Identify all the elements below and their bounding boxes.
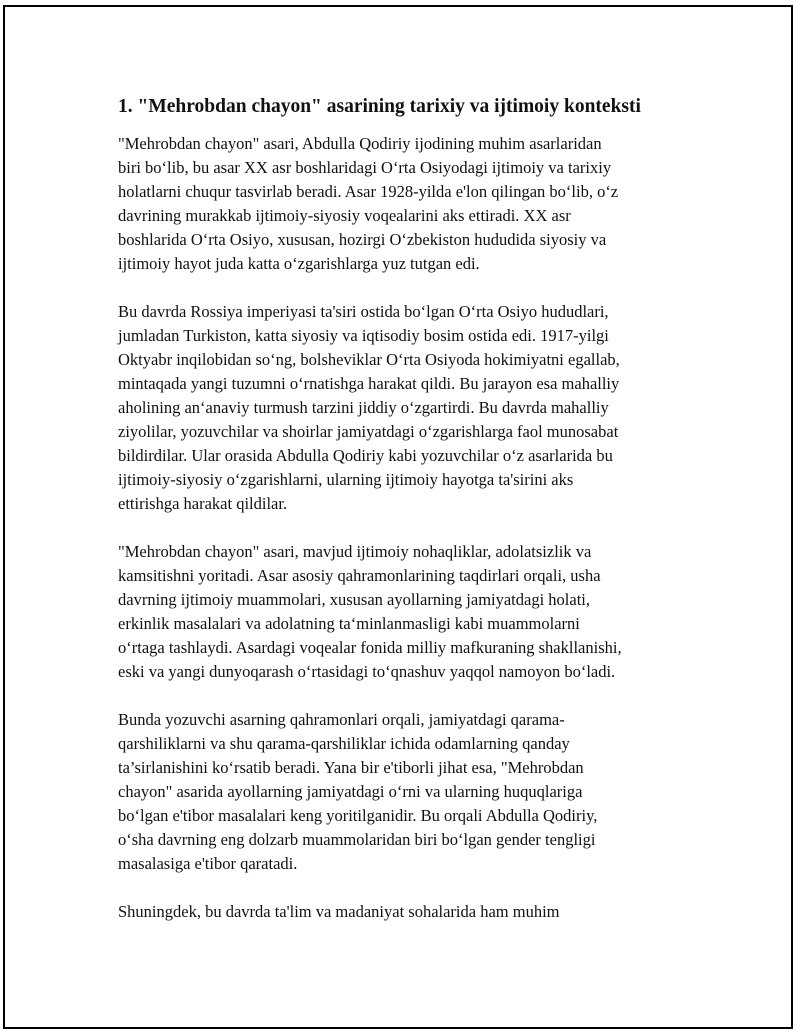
text-line: eski va yangi dunyoqarash o‘rtasidagi to‘qnashuv yaqqol namoyon bo‘ladi. [118,662,616,681]
text-line: bo‘lgan e'tibor masalalari keng yoritilganidir. Bu orqali Abdulla Qodiriy, [118,806,598,825]
document-body [118,92,708,948]
text-line: ta’sirlanishini ko‘rsatib beradi. Yana bir e'tiborli jihat esa, "Mehrobdan [118,758,584,777]
text-line: aholining an‘anaviy turmush tarzini jiddiy o‘zgartirdi. Bu davrda mahalliy [118,398,609,417]
paragraph [118,300,708,516]
text-line: ijtimoiy hayot juda katta o‘zgarishlarga yuz tutgan edi. [118,254,480,273]
text-line: ijtimoiy-siyosiy o‘zgarishlarni, ularning ijtimoiy hayotga ta'sirini aks [118,470,574,489]
text-line: qarshiliklarni va shu qarama-qarshiliklar ichida odamlarning qanday [118,734,570,753]
text-line: Bu davrda Rossiya imperiyasi ta'siri ostida bo‘lgan O‘rta Osiyo hududlari, [118,302,609,321]
text-line: ziyolilar, yozuvchilar va shoirlar jamiyatdagi o‘zgarishlarga faol munosabat [118,422,619,441]
text-line: o‘sha davrning eng dolzarb muammolaridan biri bo‘lgan gender tengligi [118,830,596,849]
text-line: mintaqada yangi tuzumni o‘rnatishga harakat qildi. Bu jarayon esa mahalliy [118,374,620,393]
text-line: biri bo‘lib, bu asar XX asr boshlaridagi O‘rta Osiyodagi ijtimoiy va tarixiy [118,158,612,177]
text-line: holatlarni chuqur tasvirlab beradi. Asar 1928-yilda e'lon qilingan bo‘lib, o‘z [118,182,619,201]
text-line: chayon" asarida ayollarning jamiyatdagi o‘rni va ularning huquqlariga [118,782,583,801]
text-line: masalasiga e'tibor qaratadi. [118,854,298,873]
text-line: ettirishga harakat qildilar. [118,494,288,513]
paragraph [118,900,708,924]
text-line: "Mehrobdan chayon" asari, Abdulla Qodiriy ijodining muhim asarlaridan [118,134,602,153]
text-line: "Mehrobdan chayon" asari, mavjud ijtimoiy nohaqliklar, adolatsizlik va [118,542,592,561]
text-line: Oktyabr inqilobidan so‘ng, bolsheviklar O‘rta Osiyoda hokimiyatni egallab, [118,350,620,369]
paragraph [118,540,708,684]
paragraph [118,708,708,876]
section-heading: 1. "Mehrobdan chayon" asarining tarixiy va ijtimoiy konteksti [118,96,641,117]
text-line: davrning ijtimoiy muammolari, xususan ayollarning jamiyatdagi holati, [118,590,590,609]
paragraph-list [118,132,708,924]
text-line: erkinlik masalalari va adolatning ta‘minlanmasligi kabi muammolarni [118,614,580,633]
text-line: o‘rtaga tashlaydi. Asardagi voqealar fonida milliy mafkuraning shakllanishi, [118,638,622,657]
text-line: jumladan Turkiston, katta siyosiy va iqtisodiy bosim ostida edi. 1917-yilgi [118,326,609,345]
paragraph [118,132,708,276]
text-line: Shuningdek, bu davrda ta'lim va madaniyat sohalarida ham muhim [118,902,560,921]
text-line: davrining murakkab ijtimoiy-siyosiy voqealarini aks ettiradi. XX asr [118,206,571,225]
text-line: bildirdilar. Ular orasida Abdulla Qodiriy kabi yozuvchilar o‘z asarlarida bu [118,446,613,465]
text-line: Bunda yozuvchi asarning qahramonlari orqali, jamiyatdagi qarama- [118,710,565,729]
text-line: kamsitishni yoritadi. Asar asosiy qahramonlarining taqdirlari orqali, usha [118,566,601,585]
text-line: boshlarida O‘rta Osiyo, xususan, hozirgi O‘zbekiston hududida siyosiy va [118,230,607,249]
